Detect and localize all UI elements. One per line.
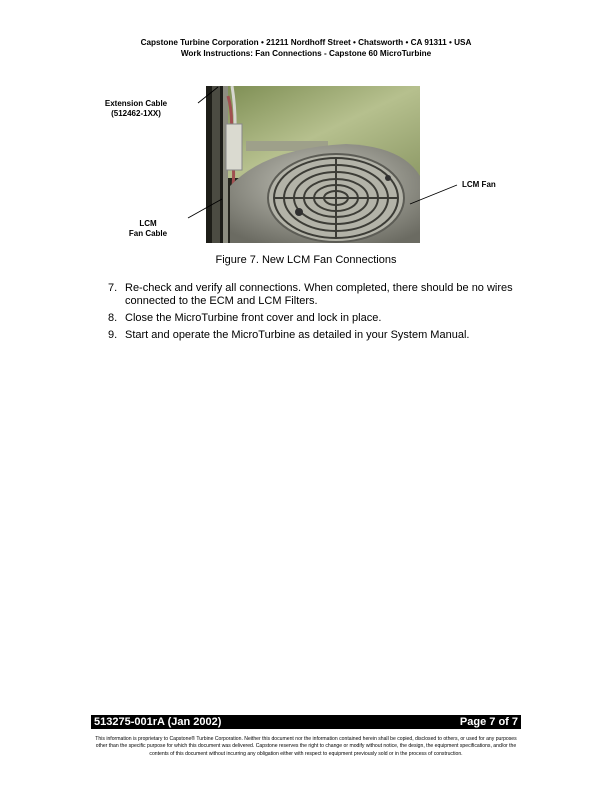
header-company-line: Capstone Turbine Corporation • 21211 Nordhoff Street • Chatsworth • CA 91311 • USA — [140, 38, 472, 47]
step-number: 8. — [108, 312, 118, 324]
page-header — [0, 37, 612, 59]
lcm-fan-photo-graphic — [206, 86, 420, 243]
callout-extension-cable-line2: (512462-1XX) — [111, 109, 161, 118]
step-item — [108, 329, 528, 342]
lcm-fan-photo — [206, 86, 420, 243]
callout-lcm-fan-cable-line2: Fan Cable — [128, 229, 168, 238]
header-title-line: Work Instructions: Fan Connections - Capstone 60 MicroTurbine — [180, 49, 432, 58]
callout-extension-cable-line1: Extension Cable — [104, 99, 168, 108]
instruction-steps — [108, 282, 528, 346]
callout-lcm-fan: LCM Fan — [462, 180, 496, 189]
step-number: 7. — [108, 282, 118, 294]
footer-disclaimer: This information is proprietary to Capstone® Turbine Corporation. Neither this document nor the information contained herein shall be copied, disclosed to others, or used for any purposes other than the specific purpose for which this document was delivered. Capstone reserves the right to change or modify without notice, the design, the equipment specifications, and/or the contents of this document without incurring any obligation either with respect to equipment previously sold or in the process of construction. — [95, 736, 517, 757]
step-text: Close the MicroTurbine front cover and lock in place. — [125, 312, 382, 324]
figure-caption: Figure 7. New LCM Fan Connections — [215, 254, 397, 266]
callout-extension-cable — [96, 99, 176, 119]
footer-page-number: Page 7 of 7 — [459, 716, 518, 728]
step-text: Re-check and verify all connections. When completed, there should be no wires connected to the ECM and LCM Filters. — [125, 282, 513, 307]
callout-lcm-fan-cable-line1: LCM — [139, 219, 157, 228]
callout-lcm-fan-cable — [108, 219, 188, 239]
step-item — [108, 312, 528, 325]
footer-bar — [91, 715, 521, 729]
step-number: 9. — [108, 329, 118, 341]
step-item — [108, 282, 528, 308]
footer-doc-id: 513275-001rA (Jan 2002) — [94, 716, 222, 728]
step-text: Start and operate the MicroTurbine as detailed in your System Manual. — [125, 329, 470, 341]
